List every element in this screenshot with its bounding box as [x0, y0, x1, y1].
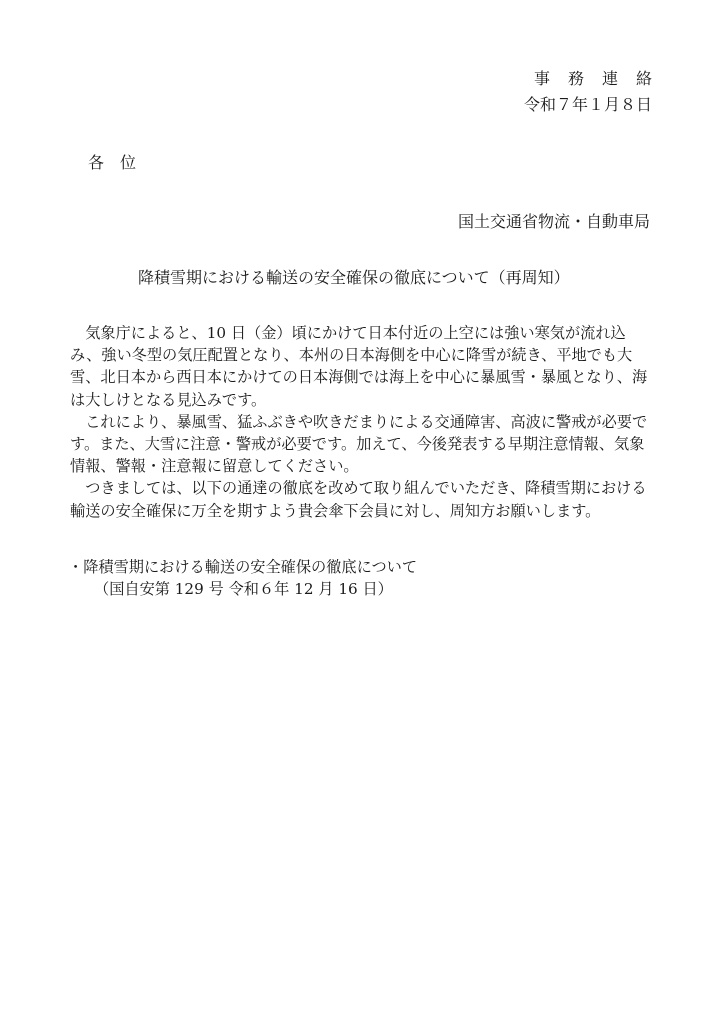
- reference-detail: （国自安第 129 号 令和６年 12 月 16 日）: [94, 580, 393, 598]
- body-paragraph: 気象庁によると、10 日（金）頃にかけて日本付近の上空には強い寒気が流れ込み、強い冬型の気圧配置となり、本州の日本海側を中心に降雪が続き、平地でも大雪、北日本から西日本にかけての日本海側では海上を中心に暴風雪・暴風となり、海は大しけとなる見込みです。: [70, 324, 648, 409]
- document-body: [70, 322, 650, 522]
- reference-title: ・降積雪期における輸送の安全確保の徹底について: [68, 558, 418, 576]
- body-paragraph: つきましては、以下の通達の徹底を改めて取り組んでいただき、降積雪期における輸送の安全確保に万全を期すよう貴会傘下会員に対し、周知方お願いします。: [70, 479, 647, 520]
- reference-notice: [68, 556, 417, 600]
- sender-organization: 国土交通省物流・自動車局: [457, 212, 650, 231]
- document-type-label: 事務連絡: [533, 69, 670, 88]
- document-date: 令和７年１月８日: [523, 95, 652, 114]
- body-paragraph: これにより、暴風雪、猛ふぶきや吹きだまりによる交通障害、高波に警戒が必要です。また、大雪に注意・警戒が必要です。加えて、今後発表する早期注意情報、気象情報、警報・注意報に留意してください。: [70, 412, 648, 476]
- document-subject: 降積雪期における輸送の安全確保の徹底について（再周知）: [138, 268, 570, 287]
- addressee: 各位: [88, 153, 153, 172]
